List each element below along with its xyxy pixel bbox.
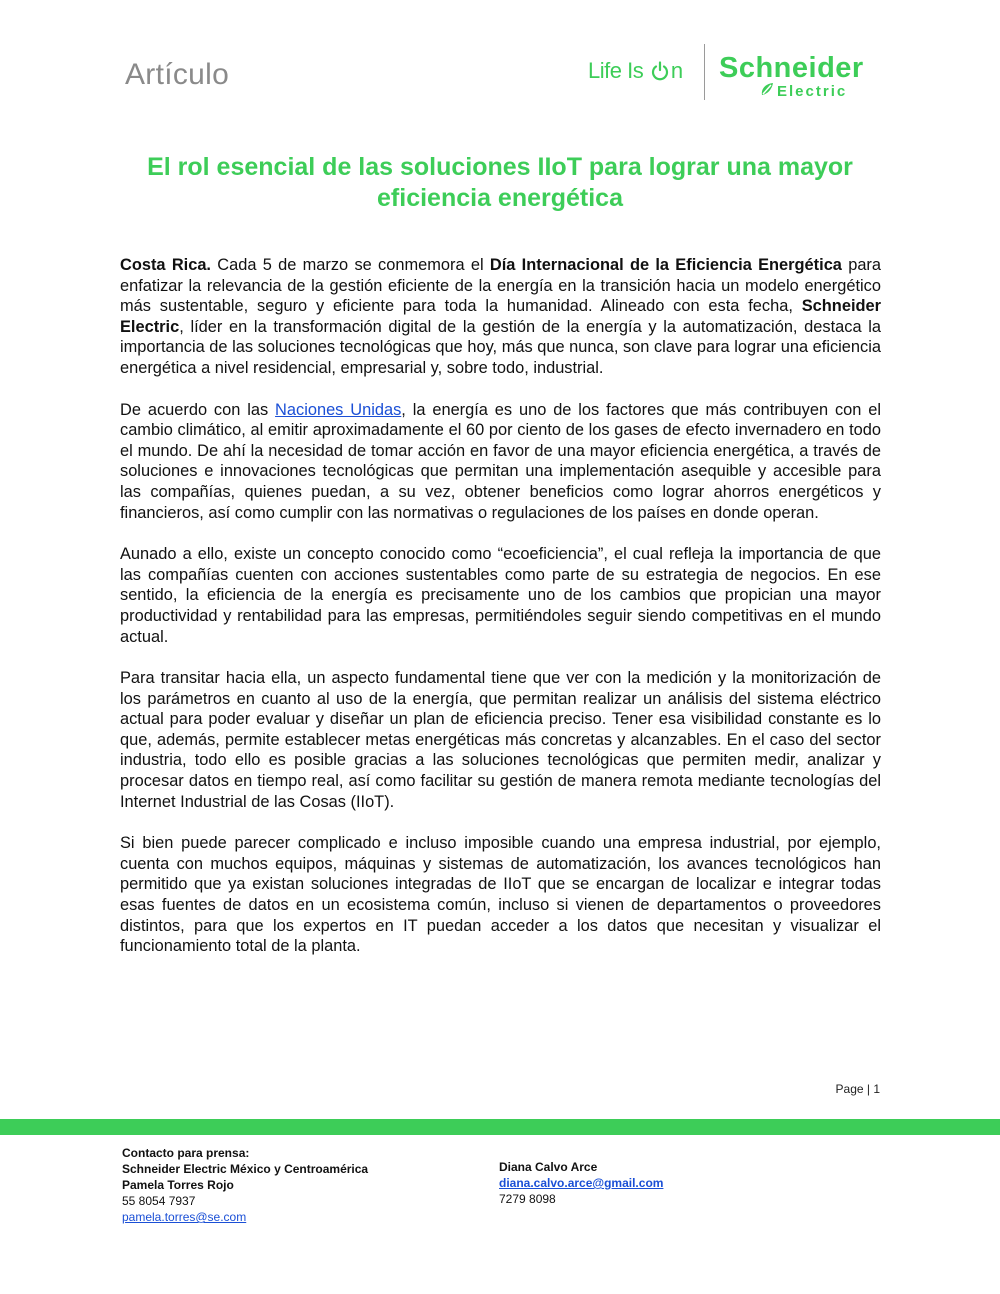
schneider-electric-logo — [719, 54, 864, 101]
press-contact-label: Contacto para prensa: — [122, 1146, 250, 1160]
article-title: El rol esencial de las soluciones IIoT para lograr una mayor eficiencia energética — [147, 153, 853, 212]
tagline-text-end: n — [670, 58, 683, 83]
paragraph-text: , la energía es uno de los factores que más contribuyen con el cambio climático, al emitir aproximadamente el 60 por ciento de los gases de efecto invernadero en todo el mundo. De ahí la necesidad de tomar acción en favor de una mayor eficiencia energética, a través de soluciones e innovaciones tecnológicas que permitan una implementación asequible y accesible para las compañías, quienes puedan, a su vez, obtener beneficios como lograr ahorros energéticos y financieros, así como cumplir con las normativas o regulaciones de los países en donde operan. — [120, 400, 882, 522]
company-region: Schneider Electric México y Centroamérica — [122, 1162, 369, 1176]
location-lead: Costa Rica. — [120, 256, 211, 274]
logo-subword: Electric — [777, 82, 848, 100]
contact-name: Diana Calvo Arce — [499, 1160, 598, 1174]
brand-tagline — [588, 58, 683, 87]
paragraph-5: Si bien puede parecer complicado e incluso imposible cuando una empresa industrial, por ejemplo, cuenta con muchos equipos, máquinas y sistemas de automatización, los avances tecnológicos han permitido que ya existan soluciones integradas de IIoT que se encargan de localizar e integrar todas esas fuentes de datos en un ecosistema común, incluso si vienen de departamentos o proveedores distintos, para que los expertos en IT puedan acceder a los datos que necesitan y visualizar el funcionamiento total de la planta. — [120, 834, 881, 956]
paragraph-4: Para transitar hacia ella, un aspecto fundamental tiene que ver con la medición y la monitorización de los parámetros en cuanto al uso de la energía, que permitan realizar un análisis del sistema eléctrico actual para poder evaluar y diseñar un plan de eficiencia preciso. Tener esa visibilidad constante es lo que, además, permite establecer metas energéticas más concretas y alcanzables. En el caso del sector industria, todo ello es posible gracias a las soluciones tecnológicas que permiten medir, analizar y procesar datos en tiempo real, así como facilitar su gestión de manera remota mediante tecnologías del Internet Industrial de las Cosas (IIoT). — [120, 669, 881, 811]
contact-email-link[interactable]: diana.calvo.arce@gmail.com — [499, 1176, 664, 1190]
article-body — [120, 255, 881, 978]
schneider-leaf-icon — [759, 81, 775, 101]
contact-phone: 55 8054 7937 — [122, 1194, 196, 1208]
paragraph-text: Cada 5 de marzo se conmemora el — [211, 256, 490, 274]
contact-phone: 7279 8098 — [499, 1192, 556, 1206]
tagline-text-start: Life Is — [588, 58, 649, 83]
paragraph-text: para enfatizar la relevancia de la gestión eficiente de la energía en la transición hacia un modelo energético más sustentable, seguro y eficiente para toda la humanidad. Alineado con esta fecha, — [120, 256, 882, 316]
logo-wordmark: Schneider — [719, 52, 864, 84]
contact-name: Pamela Torres Rojo — [122, 1178, 234, 1192]
contact-email-link[interactable]: pamela.torres@se.com — [122, 1210, 247, 1224]
document-type-label: Artículo — [125, 58, 230, 91]
paragraph-text: , líder en la transformación digital de la gestión de la energía y la automatización, destaca la importancia de las soluciones tecnológicas que hoy, más que nunca, son clave para lograr una eficiencia energética a nivel residencial, empresarial y, sobre todo, industrial. — [120, 317, 881, 377]
brand-divider — [704, 44, 705, 100]
paragraph-1 — [120, 255, 881, 379]
paragraph-3: Aunado a ello, existe un concepto conocido como “ecoeficiencia”, el cual refleja la importancia de que las compañías cuenten con acciones sustentables como parte de su estrategia de negocios. En ese sentido, la eficiencia de la energía es precisamente uno de los cambios que propician una mayor productividad y rentabilidad para las empresas, permitiéndoles seguir siendo competitivas en el mundo actual. — [120, 545, 881, 646]
logo-sub — [759, 81, 864, 101]
page-number: Page | 1 — [835, 1082, 880, 1096]
paragraph-2 — [120, 400, 881, 524]
press-contact-secondary — [499, 1159, 663, 1207]
company-name: Schneider Electric — [120, 297, 881, 336]
footer-bar — [0, 1119, 1000, 1135]
paragraph-text: De acuerdo con las — [120, 400, 276, 419]
naciones-unidas-link[interactable]: Naciones Unidas — [275, 400, 402, 419]
event-name: Día Internacional de la Eficiencia Energética — [489, 256, 842, 274]
press-contact-primary — [122, 1145, 368, 1225]
power-icon — [650, 61, 670, 87]
